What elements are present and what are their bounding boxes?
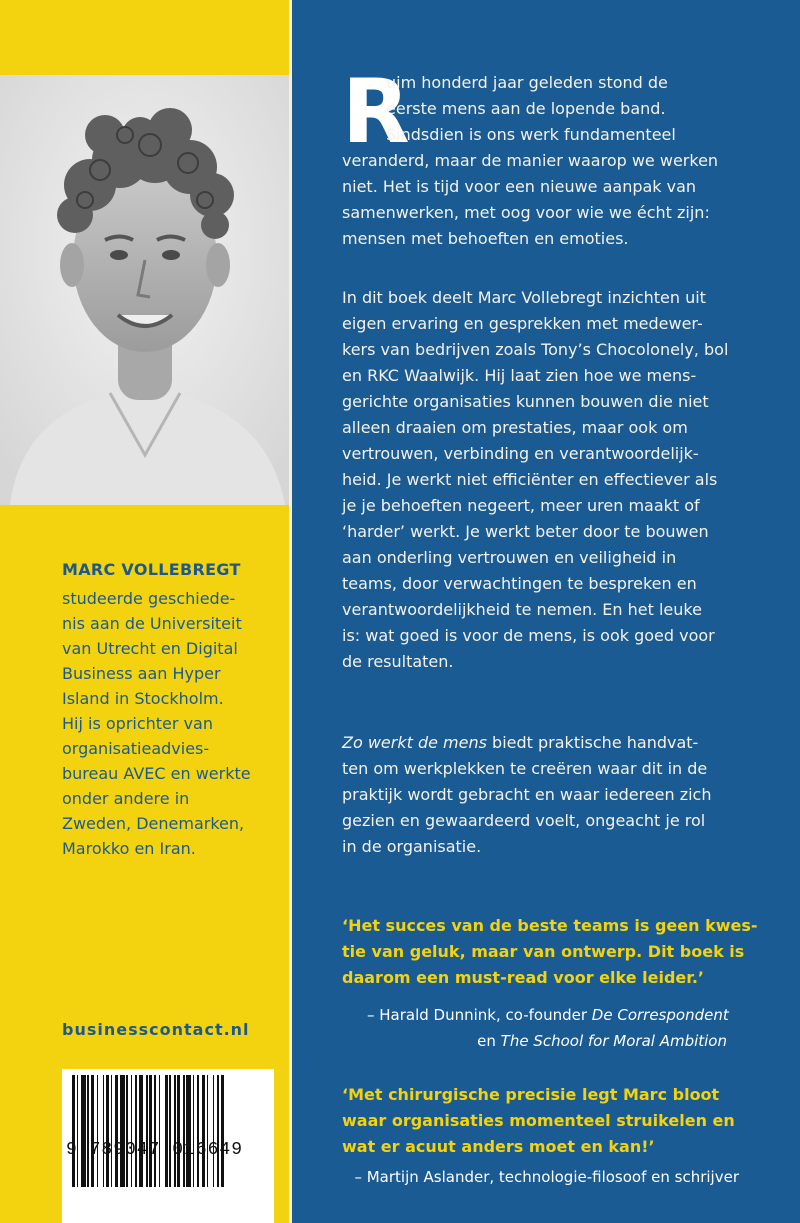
quote-line: waar organisaties momenteel struikelen en bbox=[342, 1111, 735, 1130]
blurb-line: vertrouwen, verbinding en verantwoordelijk- bbox=[342, 444, 699, 463]
attribution-line bbox=[367, 1028, 727, 1054]
bio-line: nis aan de Universiteit bbox=[62, 614, 242, 633]
drop-cap: R bbox=[342, 60, 410, 163]
blurb-line: verantwoordelijkheid te nemen. En het leuke bbox=[342, 600, 702, 619]
author-photo bbox=[0, 75, 289, 505]
bio-line: onder andere in bbox=[62, 789, 190, 808]
quote-line: daarom een must-read voor elke leider.’ bbox=[342, 968, 705, 987]
author-name: MARC VOLLEBREGT bbox=[62, 560, 241, 579]
blurb-line: en RKC Waalwijk. Hij laat zien hoe we mens- bbox=[342, 366, 697, 385]
blurb-line: eigen ervaring en gesprekken met medewer- bbox=[342, 314, 703, 333]
bio-line: van Utrecht en Digital bbox=[62, 639, 238, 658]
attribution-organisation: The School for Moral Ambition bbox=[500, 1032, 727, 1050]
blurb-line: ten om werkplekken te creëren waar dit in de bbox=[342, 759, 708, 778]
bio-line: Business aan Hyper bbox=[62, 664, 221, 683]
blurb-line: veranderd, maar de manier waarop we werken bbox=[342, 151, 719, 170]
blurb-line: Sindsdien is ons werk fundamenteel bbox=[386, 125, 676, 144]
bio-line: Hij is oprichter van bbox=[62, 714, 213, 733]
blurb-line: in de organisatie. bbox=[342, 837, 482, 856]
quote-1 bbox=[342, 913, 758, 991]
author-bio bbox=[62, 586, 280, 861]
blurb-line: In dit boek deelt Marc Vollebregt inzichten uit bbox=[342, 288, 706, 307]
blurb-line: samenwerken, met oog voor wie we écht zijn: bbox=[342, 203, 710, 222]
blurb-line: aan onderling vertrouwen en veiligheid in bbox=[342, 548, 677, 567]
blurb-line: kers van bedrijven zoals Tony’s Chocolonely, bol bbox=[342, 340, 729, 359]
quote-line: ‘Met chirurgische precisie legt Marc bloot bbox=[342, 1085, 720, 1104]
blurb-paragraph-1-intro bbox=[386, 70, 676, 148]
blurb-line: mensen met behoeften en emoties. bbox=[342, 229, 629, 248]
blurb-line bbox=[342, 730, 711, 756]
quote-line: wat er acuut anders moet en kan!’ bbox=[342, 1137, 655, 1156]
bio-line: organisatieadvies- bbox=[62, 739, 210, 758]
attribution-publication: De Correspondent bbox=[591, 1006, 729, 1024]
isbn-number: 9 789047 016649 bbox=[66, 1140, 244, 1160]
blurb-paragraph-1 bbox=[342, 148, 718, 252]
blurb-line: is: wat goed is voor de mens, is ook goed voor bbox=[342, 626, 715, 645]
barcode-bars bbox=[72, 1075, 264, 1187]
blurb-line: gerichte organisaties kunnen bouwen die niet bbox=[342, 392, 709, 411]
bio-line: Island in Stockholm. bbox=[62, 689, 224, 708]
blurb-paragraph-2 bbox=[342, 285, 728, 675]
book-title: Zo werkt de mens bbox=[342, 733, 487, 752]
bio-line: Marokko en Iran. bbox=[62, 839, 196, 858]
quote-line: ‘Het succes van de beste teams is geen kwes- bbox=[342, 916, 758, 935]
attribution-text: en bbox=[477, 1032, 501, 1050]
attribution-line bbox=[367, 1002, 727, 1028]
quote-2-attribution: – Martijn Aslander, technologie-filosoof en schrijver bbox=[354, 1168, 739, 1186]
blurb-line: je je behoeften negeert, meer uren maakt of bbox=[342, 496, 700, 515]
bio-line: bureau AVEC en werkte bbox=[62, 764, 251, 783]
blurb-line: heid. Je werkt niet efficiënter en effectiever als bbox=[342, 470, 718, 489]
blurb-line: eerste mens aan de lopende band. bbox=[386, 99, 666, 118]
attribution-text: – Harald Dunnink, co-founder bbox=[367, 1006, 592, 1024]
blurb-line: praktijk wordt gebracht en waar iedereen zich bbox=[342, 785, 712, 804]
blurb-line: uim honderd jaar geleden stond de bbox=[386, 73, 668, 92]
blurb-paragraph-3 bbox=[342, 730, 711, 860]
blurb-line: niet. Het is tijd voor een nieuwe aanpak van bbox=[342, 177, 697, 196]
blurb-line: alleen draaien om prestaties, maar ook om bbox=[342, 418, 688, 437]
blurb-text: biedt praktische handvat- bbox=[486, 733, 699, 752]
blurb-line: de resultaten. bbox=[342, 652, 454, 671]
bio-line: studeerde geschiede- bbox=[62, 589, 236, 608]
quote-2 bbox=[342, 1082, 735, 1160]
barcode-gap bbox=[224, 1075, 226, 1187]
publisher-website: businesscontact.nl bbox=[62, 1020, 250, 1039]
quote-1-attribution bbox=[367, 1002, 727, 1054]
blurb-line: ‘harder’ werkt. Je werkt beter door te bouwen bbox=[342, 522, 709, 541]
blurb-line: teams, door verwachtingen te bespreken en bbox=[342, 574, 697, 593]
quote-line: tie van geluk, maar van ontwerp. Dit boek is bbox=[342, 942, 745, 961]
blurb-line: gezien en gewaardeerd voelt, ongeacht je rol bbox=[342, 811, 706, 830]
bio-line: Zweden, Denemarken, bbox=[62, 814, 245, 833]
